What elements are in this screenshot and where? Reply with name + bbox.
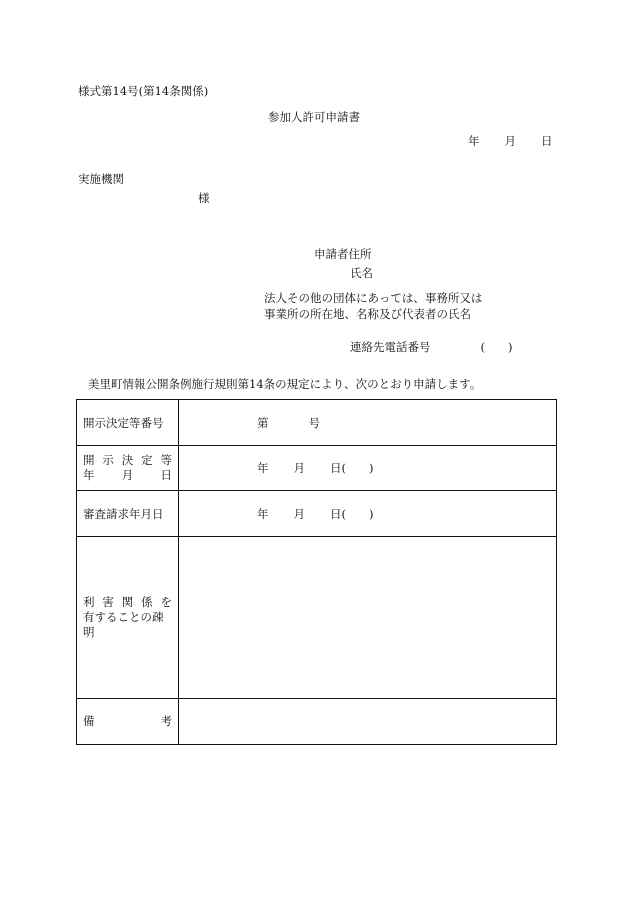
disclosure-number-label: 開示決定等番号 — [77, 400, 179, 446]
label-char: 定 — [141, 453, 153, 467]
date-year: 年 — [257, 506, 269, 521]
contact-phone — [350, 341, 512, 355]
interest-label-line1 — [83, 595, 172, 610]
review-request-date-value — [179, 491, 557, 537]
date-year: 年 — [257, 461, 269, 475]
submission-date — [468, 135, 553, 149]
table-row — [77, 400, 557, 446]
label-char: 考 — [160, 714, 172, 728]
date-year-label: 年 — [468, 134, 480, 148]
interest-label-line2: 有することの疎明 — [83, 610, 164, 639]
disclosure-number-value — [179, 400, 557, 446]
label-char: 害 — [102, 595, 114, 609]
table-row — [77, 537, 557, 699]
label-char: を — [160, 595, 172, 609]
date-day-label: 日 — [541, 134, 553, 148]
document-title: 参加人許可申請書 — [268, 110, 360, 124]
form-number-label: 様式第14号(第14条関係) — [78, 84, 209, 98]
applicant-name-label: 氏名 — [350, 266, 373, 280]
interest-explanation-field[interactable] — [179, 537, 557, 699]
interest-explanation-label — [77, 537, 179, 699]
corporation-note — [264, 290, 482, 322]
corporation-note-line1: 法人その他の団体にあっては、事務所又は — [264, 291, 483, 305]
remarks-label — [77, 699, 179, 745]
review-request-date-label: 審査請求年月日 — [77, 491, 179, 537]
table-row — [77, 446, 557, 491]
label-char: 月 — [121, 468, 134, 482]
date-day: 日( ) — [330, 461, 374, 475]
disclosure-date-label-line2 — [83, 468, 172, 483]
number-prefix: 第 — [257, 415, 269, 430]
intro-statement: 美里町情報公開条例施行規則第14条の規定により、次のとおり申請します。 — [88, 377, 482, 391]
contact-phone-paren: ( ) — [480, 340, 513, 354]
disclosure-date-label-line1 — [83, 453, 172, 468]
label-char: 開 — [83, 453, 95, 467]
label-char: 日 — [160, 468, 172, 482]
recipient-honorific: 様 — [198, 191, 210, 205]
application-table — [76, 399, 557, 745]
corporation-note-line2: 事業所の所在地、名称及び代表者の氏名 — [264, 307, 471, 321]
recipient-organization: 実施機関 — [78, 172, 124, 186]
label-char: 利 — [83, 595, 95, 609]
table-row — [77, 699, 557, 745]
label-char: 関 — [121, 595, 134, 609]
applicant-address-label: 申請者住所 — [314, 247, 372, 261]
label-char: 等 — [160, 453, 172, 467]
label-char: 係 — [141, 595, 153, 609]
label-char: 備 — [83, 714, 95, 728]
date-day: 日( ) — [330, 506, 374, 521]
table-row — [77, 491, 557, 537]
remarks-label-line — [83, 714, 172, 729]
label-char: 示 — [102, 453, 114, 467]
label-char: 年 — [83, 468, 95, 482]
contact-phone-label: 連絡先電話番号 — [350, 340, 431, 354]
date-month: 月 — [293, 461, 305, 475]
remarks-field[interactable] — [179, 699, 557, 745]
disclosure-date-label — [77, 446, 179, 491]
date-month: 月 — [293, 506, 305, 521]
number-suffix: 号 — [308, 415, 320, 430]
label-char: 決 — [121, 453, 134, 467]
date-month-label: 月 — [504, 134, 516, 148]
disclosure-date-value — [179, 446, 557, 491]
